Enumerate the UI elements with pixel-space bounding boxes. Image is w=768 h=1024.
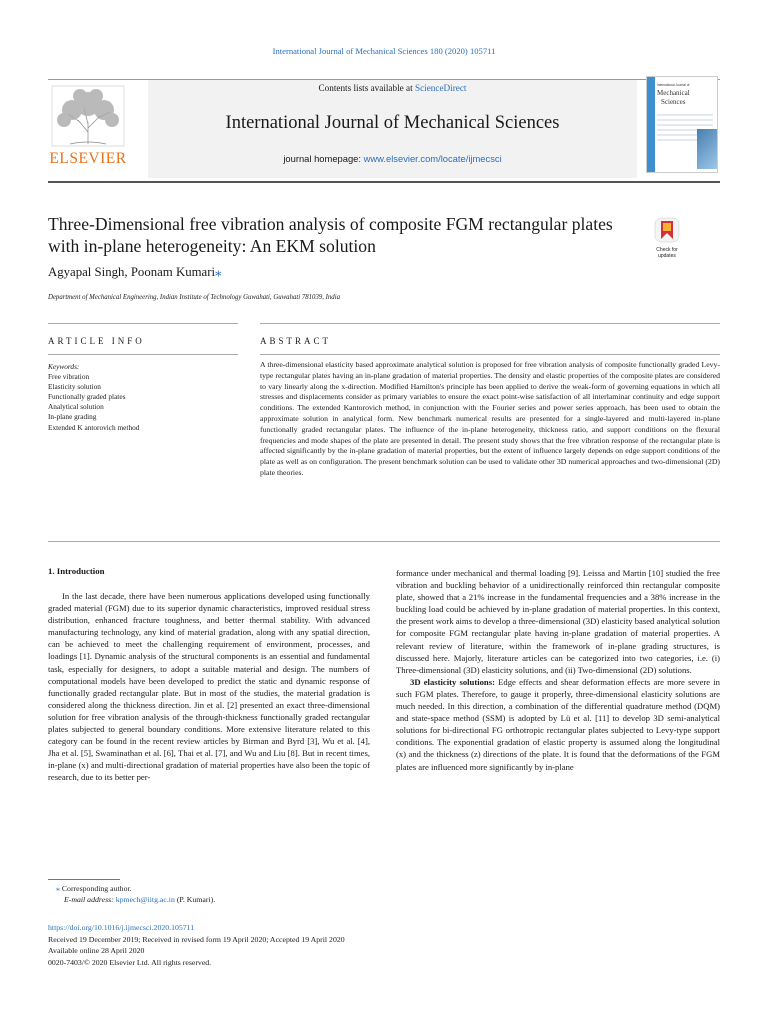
- keyword-item: Free vibration: [48, 372, 90, 382]
- intro-paragraph-3: 3D elasticity solutions: Edge effects and shear deformation effects are more severe in such FGM plates. Therefore, to gauge it properly, three-dimensional elasticity solutions are much needed. In this direction, a combination of the differential quadrature method (DQM) and state-space method (SSM) is adopted by Lü et al. [11] to develop 3D semi-analytical solutions for bi-directional FG orthotropic rectangular plates subjected to Levy-type support conditions. The exponential gradation of elastic property is assumed along the longitudinal (x) and the thickness (z) directions of the plate. It is found that the deformations of the FGM plates are influenced more significantly by in-plane: [396, 676, 720, 772]
- section-heading-introduction: 1. Introduction: [48, 566, 105, 576]
- journal-title: International Journal of Mechanical Sciences: [225, 113, 560, 133]
- article-info-rule-bottom: [48, 354, 238, 355]
- article-title: Three-Dimensional free vibration analysis of composite FGM rectangular plates with in-plane heterogeneity: An EKM solution: [48, 214, 613, 256]
- affiliation: Department of Mechanical Engineering, Indian Institute of Technology Guwahati, Guwahati 781039, India: [48, 294, 340, 301]
- intro-paragraph-1: In the last decade, there have been numerous applications developed using functionally graded material (FGM) due to its superior dynamic characteristics, improved residual stress distribution, enhanced fracture toughness, and better thermal stability. With advanced manufacturing technology, any kind of material gradation, along with any spatial direction, can be achieved to meet the challenging requirement of environment, processes, and loadings [1]. Dynamic analysis of the structural components is an essential and fundamental task, especially for designers, to adopt a suitable material and design. The numbers of computational models have been developed to predict the static and dynamic response of functionally graded rectangular plate. But in most of the studies, the material gradation is considered along the thickness direction. Jin et al. [2] presented an exact three-dimensional solution for free vibration analysis of the through-thickness functionally graded rectangular plates subjected to general boundary conditions. More extensive literature related to this category can be found in the recent review articles by Birman and Byrd [3], Wu et al. [4], Jha et al. [5], Swaminathan et al. [6], Thai et al. [7], and Wu and Liu [8]. But in recent times, in-plane (x) and multi-directional gradation of material properties have also been the topic of research, due to its better per-: [48, 591, 370, 783]
- cover-art: [697, 129, 717, 169]
- crossmark-icon: [647, 217, 687, 243]
- contents-line: Contents lists available at ScienceDirect: [318, 83, 467, 93]
- abstract-heading: ABSTRACT: [260, 336, 332, 346]
- publication-info: [48, 922, 345, 968]
- keyword-item: Functionally graded plates: [48, 392, 126, 402]
- footnote-rule: [48, 879, 120, 880]
- footnote: [48, 883, 215, 905]
- journal-cover-thumbnail[interactable]: [646, 76, 718, 173]
- abstract-text: A three-dimensional elasticity based approximate analytical solution is proposed for free vibration analysis of composite functionally graded Levy-type rectangular plates having an in-plane gradation of material properties. The density and elastic properties of the composite plates are considered to vary linearly along the x-direction. Modified Hamilton's principle has been applied to derive the weak-form of governing equations in which all stresses and displacements consider as primary variables to ensure the exact point-wise satisfaction of all interlaminar continuity and edge support conditions. The extended Kantorovich method, in conjunction with the Fourier series and power series approach, has been used to obtain the approximate solution in analytical form. New benchmark numerical results are presented for a single-layered and multi-layered in-plane functionally graded rectangular plates. The influence of the in-plane heterogeneity, thickness ratio, and support conditions on the flexural frequencies and mode shapes of the plate are presented in detail. The present study shows that the free vibration response of the rectangular plate is affected significantly by the in-plane gradation of material properties, but the extent of influence largely depends on edge support conditions of the plate as well as on configuration. The present benchmark solution can be used to validate other 3D numerical approaches and two-dimensional (2D) plate theories.: [260, 360, 720, 477]
- article-info-rule-top: [48, 323, 238, 324]
- header-bottom-rule: [48, 181, 720, 183]
- check-for-updates-badge[interactable]: [647, 217, 687, 257]
- article-info-heading: ARTICLE INFO: [48, 336, 145, 346]
- cover-journal-label: International Journal of: [657, 83, 690, 87]
- homepage-link[interactable]: www.elsevier.com/locate/ijmecsci: [363, 153, 502, 164]
- keyword-item: In-plane grading: [48, 412, 97, 422]
- abstract-rule-bottom: [48, 541, 720, 542]
- keyword-item: Analytical solution: [48, 402, 104, 412]
- journal-citation[interactable]: International Journal of Mechanical Sciences 180 (2020) 105711: [272, 46, 496, 56]
- abstract-rule-top: [260, 323, 720, 324]
- cover-title-1: Mechanical: [657, 89, 690, 97]
- keywords-label: Keywords:: [48, 362, 80, 371]
- corresponding-author-note: ⁎ Corresponding author.: [56, 884, 132, 893]
- left-column: [48, 590, 370, 784]
- email-link[interactable]: kpmech@iitg.ac.in: [115, 895, 175, 904]
- crossmark-label: Check for updates: [656, 247, 678, 259]
- abstract-rule-middle: [260, 354, 720, 355]
- keyword-item: Extended K antorovich method: [48, 422, 140, 432]
- available-online: Available online 28 April 2020: [48, 946, 145, 955]
- doi-link[interactable]: https://doi.org/10.1016/j.ijmecsci.2020.105711: [48, 923, 195, 932]
- received-dates: Received 19 December 2019; Received in revised form 19 April 2020; Accepted 19 April 2020: [48, 934, 345, 944]
- email-line: E-mail address: kpmech@iitg.ac.in (P. Kumari).: [64, 895, 216, 904]
- copyright: 0020-7403/© 2020 Elsevier Ltd. All rights reserved.: [48, 957, 212, 967]
- sciencedirect-link[interactable]: ScienceDirect: [414, 83, 467, 93]
- intro-paragraph-2: formance under mechanical and thermal loading [9]. Leissa and Martin [10] studied the free vibration and buckling behavior of a unidirectionally reinforced thin rectangular composite plate, showed that a 21% increase in the fundamental frequencies and a 38% increase in the buckling load could be achieved by in-plane gradation of material properties. In this context, the present work aims to develop a three-dimensional (3D) elasticity based analytical solution for composite FGM rectangular plate having in-plane gradation of material properties. A relevant review of literature, within the framework of in-plane grading structures, is discussed here. Majorly, literature articles can be categorized into two categories, i.e. (i) Three-dimensional (3D) elasticity solutions, and (ii) Two-dimensional (2D) solutions.: [396, 568, 720, 675]
- corresponding-author-mark[interactable]: ⁎: [215, 265, 222, 279]
- keyword-item: Elasticity solution: [48, 382, 101, 392]
- authors: Agyapal Singh, Poonam Kumari⁎: [48, 265, 222, 279]
- right-column: [396, 567, 720, 773]
- keywords-block: [48, 362, 139, 433]
- homepage-line: journal homepage: www.elsevier.com/locate/ijmecsci: [283, 153, 502, 164]
- publisher-name: ELSEVIER: [49, 150, 127, 167]
- cover-title-2: Sciences: [661, 98, 686, 106]
